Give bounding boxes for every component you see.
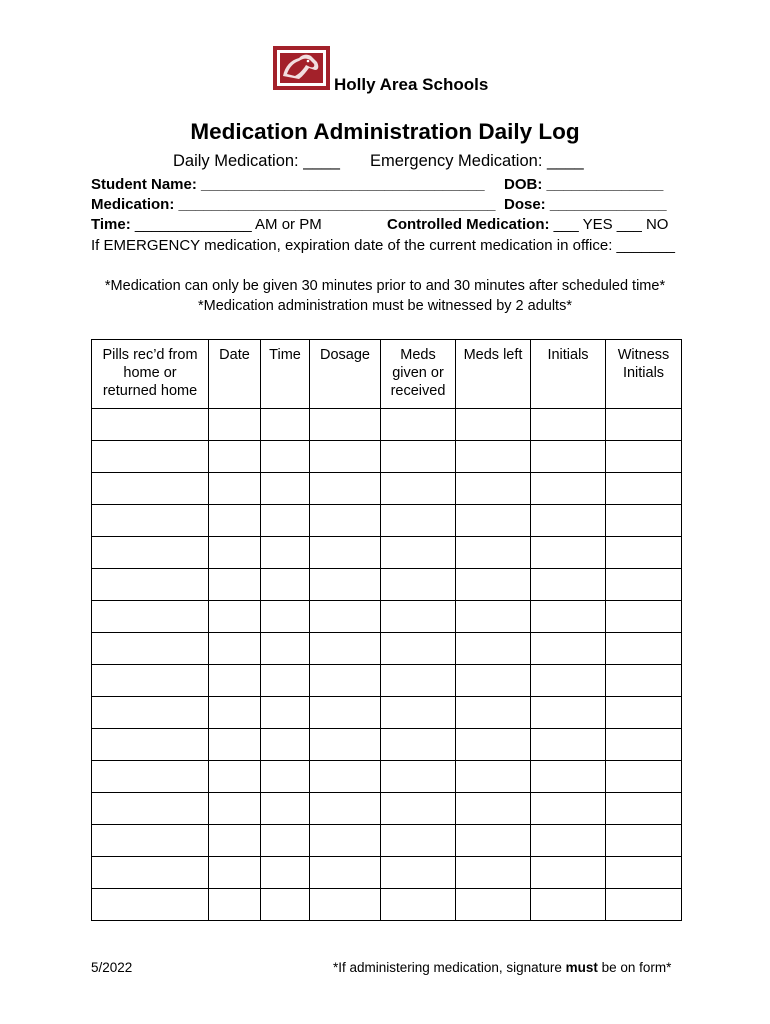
- controlled-medication-field[interactable]: [387, 216, 668, 233]
- table-cell[interactable]: [92, 825, 209, 857]
- table-cell[interactable]: [310, 633, 381, 665]
- column-header: [209, 340, 261, 409]
- time-field[interactable]: [91, 216, 322, 233]
- table-cell[interactable]: [606, 473, 682, 505]
- table-cell[interactable]: [261, 889, 310, 921]
- table-cell[interactable]: [606, 697, 682, 729]
- emergency-medication-field[interactable]: Emergency Medication: ____: [370, 152, 584, 170]
- table-cell[interactable]: [456, 825, 531, 857]
- form-revision-date: 5/2022: [91, 960, 133, 975]
- school-name: Holly Area Schools: [334, 75, 489, 94]
- table-cell[interactable]: [310, 857, 381, 889]
- table-row: [92, 569, 682, 601]
- column-header-line: given or: [392, 365, 444, 381]
- table-cell[interactable]: [261, 665, 310, 697]
- table-cell[interactable]: [456, 857, 531, 889]
- table-cell[interactable]: [606, 441, 682, 473]
- medication-field[interactable]: Medication: ______________________________________: [91, 196, 496, 213]
- table-cell[interactable]: [310, 473, 381, 505]
- table-cell[interactable]: [261, 441, 310, 473]
- table-cell[interactable]: [606, 761, 682, 793]
- table-cell[interactable]: [531, 537, 606, 569]
- column-header-line: Pills rec’d from: [102, 347, 198, 363]
- table-cell[interactable]: [209, 633, 261, 665]
- table-row: [92, 761, 682, 793]
- table-cell[interactable]: [381, 697, 456, 729]
- table-cell[interactable]: [456, 793, 531, 825]
- timing-note: *Medication can only be given 30 minutes prior to and 30 minutes after scheduled time*: [104, 278, 666, 294]
- table-cell[interactable]: [531, 601, 606, 633]
- table-cell[interactable]: [261, 793, 310, 825]
- table-cell[interactable]: [261, 633, 310, 665]
- table-cell[interactable]: [209, 793, 261, 825]
- table-row: [92, 601, 682, 633]
- table-cell[interactable]: [209, 473, 261, 505]
- table-cell[interactable]: [606, 505, 682, 537]
- table-cell[interactable]: [606, 793, 682, 825]
- table-cell[interactable]: [531, 665, 606, 697]
- table-cell[interactable]: [92, 441, 209, 473]
- table-cell[interactable]: [531, 569, 606, 601]
- column-header-line: Witness: [617, 347, 670, 363]
- table-cell[interactable]: [381, 633, 456, 665]
- table-cell[interactable]: [209, 665, 261, 697]
- table-row: [92, 505, 682, 537]
- table-cell[interactable]: [92, 697, 209, 729]
- time-label: Time:: [91, 216, 131, 233]
- table-cell[interactable]: [310, 793, 381, 825]
- signature-note: [333, 960, 671, 975]
- table-cell[interactable]: [531, 889, 606, 921]
- table-cell[interactable]: [92, 889, 209, 921]
- table-cell[interactable]: [310, 601, 381, 633]
- table-cell[interactable]: [381, 729, 456, 761]
- table-cell[interactable]: [606, 825, 682, 857]
- table-cell[interactable]: [531, 505, 606, 537]
- table-cell[interactable]: [381, 665, 456, 697]
- column-header-line: Time: [269, 347, 301, 363]
- column-header: [310, 340, 381, 409]
- table-cell[interactable]: [456, 505, 531, 537]
- table-cell[interactable]: [456, 665, 531, 697]
- table-cell[interactable]: [92, 505, 209, 537]
- column-header-line: Meds: [400, 347, 436, 363]
- signature-note-emphasis: must: [565, 960, 598, 975]
- table-cell[interactable]: [310, 825, 381, 857]
- table-cell[interactable]: [606, 409, 682, 441]
- table-cell[interactable]: [209, 729, 261, 761]
- table-cell[interactable]: [531, 793, 606, 825]
- table-cell[interactable]: [310, 441, 381, 473]
- column-header-line: Meds left: [463, 347, 523, 363]
- table-row: [92, 793, 682, 825]
- column-header-line: Dosage: [320, 347, 370, 363]
- table-cell[interactable]: [381, 889, 456, 921]
- table-cell[interactable]: [261, 569, 310, 601]
- table-cell[interactable]: [310, 537, 381, 569]
- table-cell[interactable]: [381, 473, 456, 505]
- table-cell[interactable]: [209, 761, 261, 793]
- dob-field[interactable]: DOB: ______________: [504, 176, 664, 193]
- column-header: [92, 340, 209, 409]
- table-cell[interactable]: [92, 537, 209, 569]
- table-cell[interactable]: [261, 825, 310, 857]
- table-cell[interactable]: [92, 729, 209, 761]
- table-cell[interactable]: [381, 793, 456, 825]
- table-cell[interactable]: [456, 601, 531, 633]
- table-cell[interactable]: [531, 409, 606, 441]
- emergency-expiration-field[interactable]: If EMERGENCY medication, expiration date of the current medication in office: _______: [91, 237, 675, 254]
- table-cell[interactable]: [261, 729, 310, 761]
- table-row: [92, 825, 682, 857]
- table-cell[interactable]: [261, 761, 310, 793]
- dose-field[interactable]: Dose: ______________: [504, 196, 667, 213]
- table-cell[interactable]: [209, 409, 261, 441]
- column-header-line: Initials: [547, 347, 589, 363]
- table-cell[interactable]: [456, 697, 531, 729]
- table-cell[interactable]: [92, 473, 209, 505]
- table-cell[interactable]: [209, 537, 261, 569]
- table-cell[interactable]: [606, 569, 682, 601]
- table-cell[interactable]: [209, 441, 261, 473]
- table-cell[interactable]: [381, 761, 456, 793]
- table-cell[interactable]: [606, 889, 682, 921]
- table-cell[interactable]: [310, 409, 381, 441]
- table-cell[interactable]: [310, 889, 381, 921]
- table-cell[interactable]: [209, 569, 261, 601]
- table-row: [92, 857, 682, 889]
- table-cell[interactable]: [92, 409, 209, 441]
- table-cell[interactable]: [381, 441, 456, 473]
- table-cell[interactable]: [531, 633, 606, 665]
- table-cell[interactable]: [310, 697, 381, 729]
- table-cell[interactable]: [261, 409, 310, 441]
- table-cell[interactable]: [209, 825, 261, 857]
- table-row: [92, 665, 682, 697]
- table-cell[interactable]: [456, 633, 531, 665]
- table-cell[interactable]: [92, 569, 209, 601]
- column-header-line: Date: [219, 347, 250, 363]
- column-header-line: Initials: [622, 365, 665, 381]
- table-row: [92, 473, 682, 505]
- table-cell[interactable]: [92, 761, 209, 793]
- table-cell[interactable]: [261, 857, 310, 889]
- table-cell[interactable]: [381, 857, 456, 889]
- table-cell[interactable]: [381, 409, 456, 441]
- table-cell[interactable]: [456, 409, 531, 441]
- table-cell[interactable]: [261, 473, 310, 505]
- medication-log-table: [91, 339, 682, 921]
- table-row: [92, 697, 682, 729]
- table-cell[interactable]: [456, 889, 531, 921]
- table-cell[interactable]: [381, 569, 456, 601]
- table-header-row: [92, 340, 682, 409]
- table-row: [92, 729, 682, 761]
- table-cell[interactable]: [381, 537, 456, 569]
- table-cell[interactable]: [456, 729, 531, 761]
- table-row: [92, 889, 682, 921]
- column-header-line: received: [390, 383, 446, 399]
- table-cell[interactable]: [92, 633, 209, 665]
- table-cell[interactable]: [209, 697, 261, 729]
- table-cell[interactable]: [456, 569, 531, 601]
- table-cell[interactable]: [209, 889, 261, 921]
- table-cell[interactable]: [261, 537, 310, 569]
- table-cell[interactable]: [310, 665, 381, 697]
- table-cell[interactable]: [381, 601, 456, 633]
- table-cell[interactable]: [310, 569, 381, 601]
- table-cell[interactable]: [531, 441, 606, 473]
- table-cell[interactable]: [606, 857, 682, 889]
- controlled-medication-label: Controlled Medication:: [387, 216, 550, 233]
- table-cell[interactable]: [531, 857, 606, 889]
- column-header: [261, 340, 310, 409]
- table-cell[interactable]: [456, 537, 531, 569]
- table-cell[interactable]: [381, 505, 456, 537]
- table-cell[interactable]: [531, 697, 606, 729]
- table-cell[interactable]: [606, 729, 682, 761]
- mustang-horse-logo-icon: [273, 46, 330, 90]
- table-row: [92, 633, 682, 665]
- column-header: [456, 340, 531, 409]
- table-cell[interactable]: [310, 761, 381, 793]
- signature-note-suffix: be on form*: [597, 960, 672, 975]
- column-header: [531, 340, 606, 409]
- table-row: [92, 409, 682, 441]
- table-cell[interactable]: [606, 665, 682, 697]
- column-header-line: returned home: [102, 383, 198, 399]
- time-blank: ______________ AM or PM: [130, 216, 322, 233]
- signature-note-prefix: *If administering medication, signature: [333, 960, 566, 975]
- table-cell[interactable]: [92, 601, 209, 633]
- table-cell[interactable]: [531, 729, 606, 761]
- table-cell[interactable]: [531, 761, 606, 793]
- table-cell[interactable]: [310, 505, 381, 537]
- witness-note: *Medication administration must be witnessed by 2 adults*: [198, 298, 572, 314]
- table-row: [92, 441, 682, 473]
- table-cell[interactable]: [531, 473, 606, 505]
- table-cell[interactable]: [261, 601, 310, 633]
- table-cell[interactable]: [456, 761, 531, 793]
- table-cell[interactable]: [209, 505, 261, 537]
- table-cell[interactable]: [261, 697, 310, 729]
- table-cell[interactable]: [606, 537, 682, 569]
- table-cell[interactable]: [456, 441, 531, 473]
- table-cell[interactable]: [531, 825, 606, 857]
- table-cell[interactable]: [606, 633, 682, 665]
- table-cell[interactable]: [92, 793, 209, 825]
- table-cell[interactable]: [92, 857, 209, 889]
- table-cell[interactable]: [92, 665, 209, 697]
- table-cell[interactable]: [261, 505, 310, 537]
- column-header-line: home or: [123, 365, 177, 381]
- table-cell[interactable]: [209, 857, 261, 889]
- column-header: [606, 340, 682, 409]
- table-cell[interactable]: [381, 825, 456, 857]
- student-name-field[interactable]: Student Name: __________________________________: [91, 176, 485, 193]
- controlled-medication-options: ___ YES ___ NO: [549, 216, 669, 233]
- column-header: [381, 340, 456, 409]
- table-cell[interactable]: [606, 601, 682, 633]
- table-cell[interactable]: [209, 601, 261, 633]
- table-cell[interactable]: [456, 473, 531, 505]
- daily-medication-field[interactable]: Daily Medication: ____: [173, 152, 340, 170]
- page-title: Medication Administration Daily Log: [190, 119, 580, 144]
- table-row: [92, 537, 682, 569]
- table-cell[interactable]: [310, 729, 381, 761]
